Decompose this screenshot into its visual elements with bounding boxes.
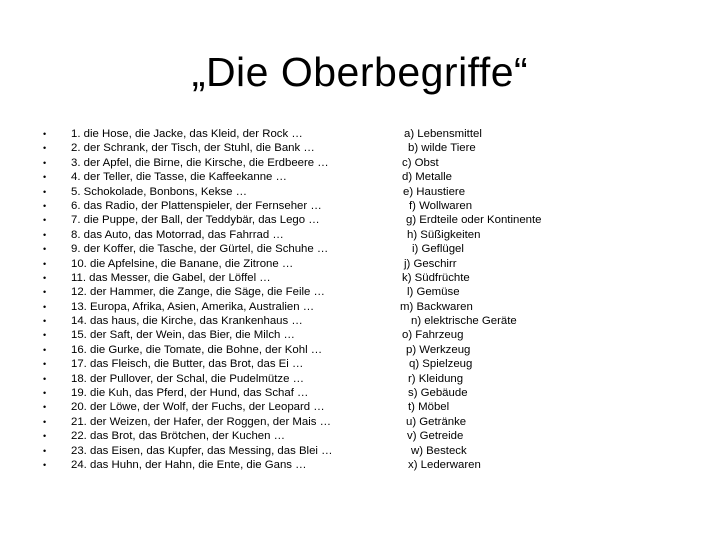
category-option: g) Erdteile oder Kontinente (406, 214, 542, 227)
category-option: u) Getränke (406, 415, 467, 428)
list-item (30, 242, 590, 256)
list-item (30, 400, 590, 414)
term-group: 15. der Saft, der Wein, das Bier, die Milch … (71, 329, 295, 342)
bullet-icon: • (43, 229, 47, 240)
list-item (30, 199, 590, 213)
term-group: 19. die Kuh, das Pferd, der Hund, das Schaf … (71, 387, 309, 400)
bullet-icon: • (43, 287, 47, 298)
bullet-icon: • (43, 172, 47, 183)
list-item (30, 156, 590, 170)
term-group: 7. die Puppe, der Ball, der Teddybär, das Lego … (71, 214, 320, 227)
category-option: s) Gebäude (408, 387, 468, 400)
category-option: t) Möbel (408, 401, 450, 414)
category-option: b) wilde Tiere (408, 142, 476, 155)
bullet-icon: • (43, 215, 47, 226)
term-group: 22. das Brot, das Brötchen, der Kuchen … (71, 430, 286, 443)
term-group: 4. der Teller, die Tasse, die Kaffeekanne … (71, 171, 287, 184)
list-item (30, 127, 590, 141)
category-option: m) Backwaren (400, 300, 473, 313)
list-item (30, 314, 590, 328)
bullet-icon: • (43, 388, 47, 399)
term-group: 2. der Schrank, der Tisch, der Stuhl, die Bank … (71, 142, 315, 155)
term-group: 16. die Gurke, die Tomate, die Bohne, der Kohl … (71, 343, 323, 356)
term-group: 11. das Messer, die Gabel, der Löffel … (71, 271, 271, 284)
bullet-icon: • (43, 316, 47, 327)
term-group: 14. das haus, die Kirche, das Krankenhaus … (71, 315, 303, 328)
list-item (30, 300, 590, 314)
term-group: 13. Europa, Afrika, Asien, Amerika, Australien … (71, 300, 315, 313)
category-option: f) Wollwaren (409, 199, 473, 212)
bullet-icon: • (43, 143, 47, 154)
category-option: e) Haustiere (403, 185, 466, 198)
list-item (30, 343, 590, 357)
list-item (30, 415, 590, 429)
bullet-icon: • (43, 129, 47, 139)
list-item (30, 328, 590, 342)
category-option: d) Metalle (402, 171, 453, 184)
bullet-icon: • (43, 301, 47, 312)
bullet-icon: • (43, 344, 47, 355)
term-group: 10. die Apfelsine, die Banane, die Zitrone … (71, 257, 294, 270)
bullet-icon: • (43, 186, 47, 197)
list-item (30, 228, 590, 242)
bullet-icon: • (43, 157, 47, 168)
bullet-icon: • (43, 359, 47, 370)
category-option: k) Südfrüchte (402, 271, 470, 284)
term-group: 6. das Radio, der Plattenspieler, der Fernseher … (71, 199, 322, 212)
category-option: w) Besteck (411, 444, 467, 457)
list-item (30, 257, 590, 271)
category-option: x) Lederwaren (408, 458, 481, 471)
list-item (30, 213, 590, 227)
list-item (30, 285, 590, 299)
term-group: 20. der Löwe, der Wolf, der Fuchs, der Leopard … (71, 401, 325, 414)
category-option: v) Getreide (407, 430, 464, 443)
bullet-icon: • (43, 402, 47, 413)
term-group: 1. die Hose, die Jacke, das Kleid, der Rock … (71, 128, 303, 140)
category-option: r) Kleidung (408, 372, 464, 385)
category-option: a) Lebensmittel (404, 128, 482, 140)
term-group: 24. das Huhn, der Hahn, die Ente, die Gans … (71, 458, 307, 471)
list-item (30, 458, 590, 472)
bullet-icon: • (43, 272, 47, 283)
category-option: n) elektrische Geräte (411, 315, 517, 328)
list-item (30, 386, 590, 400)
category-option: h) Süßigkeiten (407, 228, 481, 241)
bullet-icon: • (43, 244, 47, 255)
term-group: 21. der Weizen, der Hafer, der Roggen, der Mais … (71, 415, 332, 428)
term-list (30, 127, 590, 472)
category-option: q) Spielzeug (409, 358, 473, 371)
bullet-icon: • (43, 373, 47, 384)
term-group: 17. das Fleisch, die Butter, das Brot, das Ei … (71, 358, 304, 371)
list-item (30, 141, 590, 155)
bullet-icon: • (43, 330, 47, 341)
bullet-icon: • (43, 200, 47, 211)
term-group: 12. der Hammer, die Zange, die Säge, die Feile … (71, 286, 325, 299)
list-item (30, 170, 590, 184)
category-option: j) Geschirr (404, 257, 457, 270)
term-group: 3. der Apfel, die Birne, die Kirsche, die Erdbeere … (71, 156, 329, 169)
list-item (30, 357, 590, 371)
category-option: o) Fahrzeug (402, 329, 464, 342)
category-option: i) Geflügel (412, 243, 464, 256)
list-item (30, 185, 590, 199)
term-group: 23. das Eisen, das Kupfer, das Messing, das Blei … (71, 444, 333, 457)
category-option: c) Obst (402, 156, 439, 169)
list-item (30, 372, 590, 386)
term-group: 9. der Koffer, die Tasche, der Gürtel, die Schuhe … (71, 243, 329, 256)
term-group: 8. das Auto, das Motorrad, das Fahrrad … (71, 228, 284, 241)
slide-title: „Die Oberbegriffe“ (191, 49, 529, 95)
bullet-icon: • (43, 416, 47, 427)
term-group: 18. der Pullover, der Schal, die Pudelmütze … (71, 372, 305, 385)
category-option: l) Gemüse (407, 286, 460, 299)
category-option: p) Werkzeug (406, 343, 471, 356)
bullet-icon: • (43, 445, 47, 456)
list-item (30, 271, 590, 285)
bullet-icon: • (43, 431, 47, 442)
bullet-icon: • (43, 459, 47, 470)
list-item (30, 429, 590, 443)
list-item (30, 444, 590, 458)
term-group: 5. Schokolade, Bonbons, Kekse … (71, 185, 248, 198)
bullet-icon: • (43, 258, 47, 269)
